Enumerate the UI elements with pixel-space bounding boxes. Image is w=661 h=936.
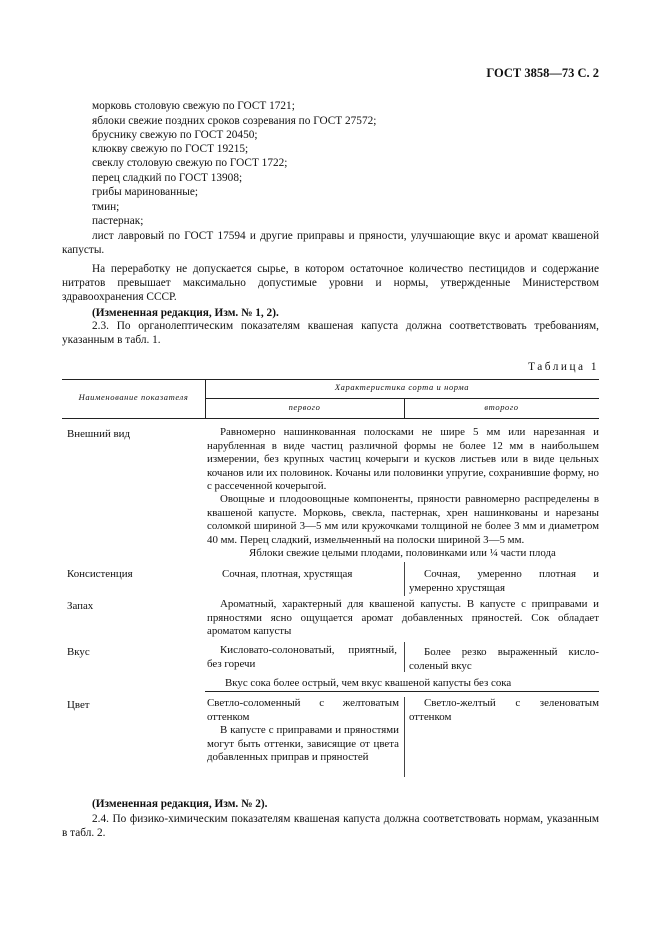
appearance-text-3: Яблоки свежие целыми плодами, половинками или ¼ части плода: [249, 547, 556, 559]
color-second: Светло-желтый с зеленоватым оттенком: [409, 697, 599, 723]
page-header: ГОСТ 3858—73 С. 2: [486, 66, 599, 80]
table-header-second: второго: [484, 402, 519, 412]
consistency-divider: [404, 562, 405, 596]
table-top-rule: [62, 379, 599, 380]
list-item: морковь столовую свежую по ГОСТ 1721;: [92, 100, 295, 112]
list-item: бруснику свежую по ГОСТ 20450;: [92, 129, 258, 141]
table-header-first: первого: [288, 402, 321, 412]
table-header-bottom-rule: [62, 418, 599, 419]
color-first: Светло-соломенный с желтоватым оттенком: [207, 697, 399, 723]
color-first-extra: В капусте с приправами и пряностями могут быть оттенки, зависящие от цвета добавленных приправ и пряностей: [207, 724, 399, 764]
row-label-smell: Запах: [67, 600, 94, 612]
list-item: тмин;: [92, 201, 120, 213]
table-header-indicator: Наименование показателя: [78, 392, 189, 402]
taste-first: Кисловато-солоноватый, приятный, без горечи: [207, 644, 397, 670]
taste-divider: [404, 642, 405, 672]
appearance-text-1: Равномерно нашинкованная полосками не шире 5 мм или нарезанная и нарубленная в виде частиц различной формы не более 12 мм в наибольшем измерении, без крупных частиц кочерыги и кусков листьев или в виде цельных кочанов или их половинок. Кочаны или половинки упругие, сохранившие форму, но с рассеченной кочерыгой.: [207, 426, 599, 493]
row-label-appearance: Внешний вид: [67, 428, 131, 440]
appearance-text-2: Овощные и плодоовощные компоненты, пряности равномерно распределены в квашеной капусте. Морковь, свекла, пастернак, хрен нашинкованы и нарезаны соломкой шириной 3—5 мм или кружочками толщиной не более 3 мм и диаметром 40 мм. Перец сладкий, измельченный на полоски шириной 3—5 мм.: [207, 493, 599, 546]
list-item: грибы маринованные;: [92, 186, 198, 198]
pesticide-paragraph: На переработку не допускается сырье, в котором остаточное количество пестицидов и содержание нитратов превышает максимально допустимые уровни и нормы, утвержденные Министерством здравоохранения СССР.: [62, 263, 599, 304]
table-caption: Таблица 1: [528, 361, 599, 373]
taste-bottom-rule: [205, 691, 599, 692]
list-item: клюкву свежую по ГОСТ 19215;: [92, 143, 249, 155]
row-label-color: Цвет: [67, 699, 90, 711]
row-label-consistency: Консистенция: [67, 568, 133, 580]
consistency-second: Сочная, умеренно плотная и умеренно хрустящая: [409, 568, 599, 594]
color-divider: [404, 697, 405, 777]
revision-note: (Измененная редакция, Изм. № 1, 2).: [92, 307, 279, 319]
clause-2-4: 2.4. По физико-химическим показателям квашеная капуста должна соответствовать нормам, указанным в табл. 2.: [62, 813, 599, 840]
list-item: яблоки свежие поздних сроков созревания по ГОСТ 27572;: [92, 115, 377, 127]
laurel-paragraph: лист лавровый по ГОСТ 17594 и другие приправы и пряности, улучшающие вкус и аромат квашеной капусты.: [62, 230, 599, 257]
list-item: пастернак;: [92, 215, 144, 227]
table-header-split-rule: [205, 398, 599, 399]
smell-text: Ароматный, характерный для квашеной капусты. В капусте с приправами и пряностями ясно ощущается аромат добавленных пряностей. Сок обладает ароматом капусты: [207, 598, 599, 638]
taste-second: Более резко выраженный кисло-соленый вкус: [409, 646, 599, 672]
table-header-characteristic: Характеристика сорта и норма: [334, 382, 470, 392]
consistency-first: Сочная, плотная, хрустящая: [222, 568, 353, 580]
clause-2-3: 2.3. По органолептическим показателям квашеная капуста должна соответствовать требованиям, указанным в табл. 1.: [62, 320, 599, 347]
list-item: перец сладкий по ГОСТ 13908;: [92, 172, 243, 184]
list-item: свеклу столовую свежую по ГОСТ 1722;: [92, 157, 288, 169]
revision-note-2: (Измененная редакция, Изм. № 2).: [92, 798, 268, 810]
row-label-taste: Вкус: [67, 646, 90, 658]
taste-common: Вкус сока более острый, чем вкус квашеной капусты без сока: [225, 677, 512, 689]
